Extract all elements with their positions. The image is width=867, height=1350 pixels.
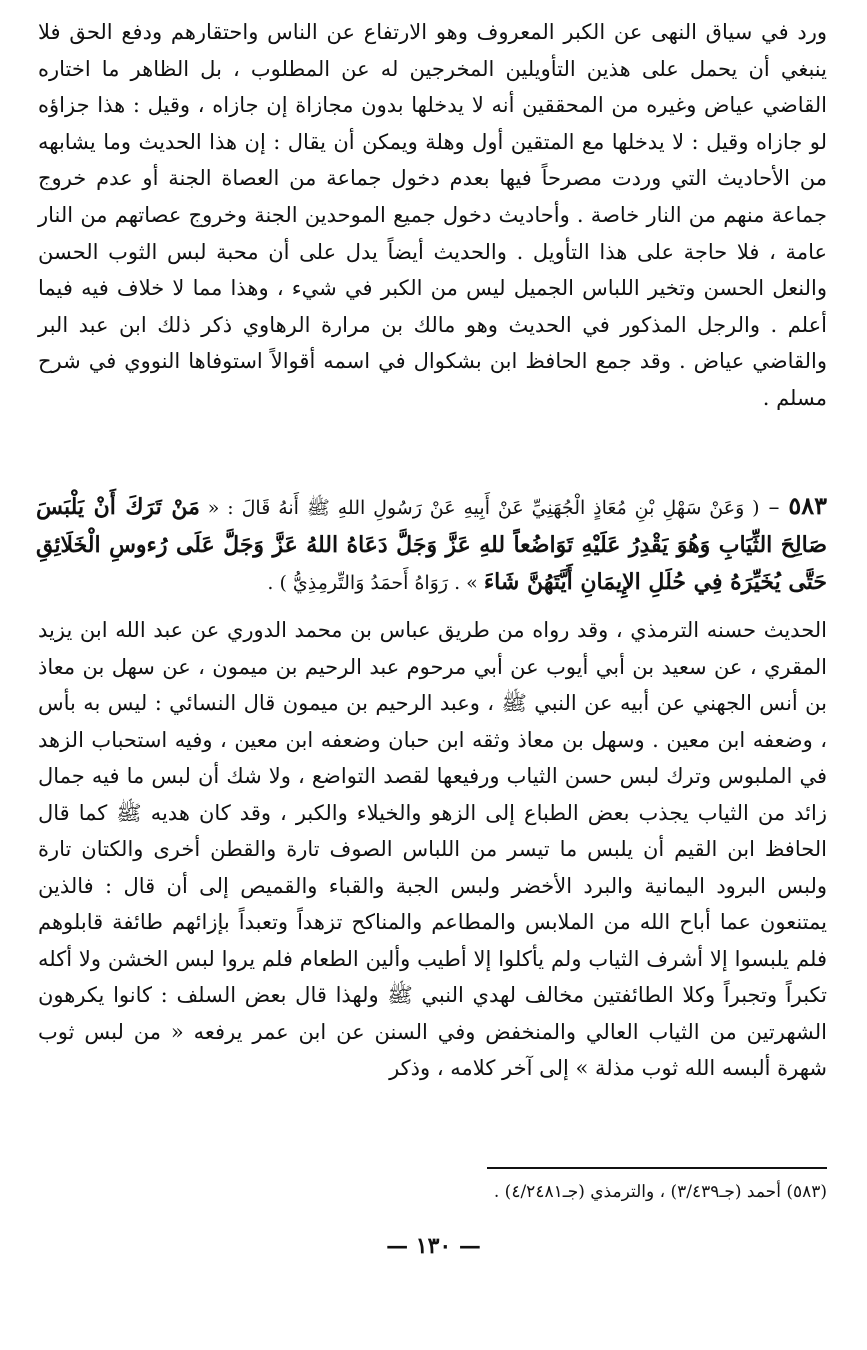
hadith-dash: – bbox=[759, 495, 789, 520]
page-number: — ١٣٠ — bbox=[386, 1233, 481, 1259]
footnote: (٥٨٣) أحمد (جـ٣/٤٣٩) ، والترمذي (جـ٤/٢٤٨١) . bbox=[493, 1182, 827, 1202]
hadith-number: ٥٨٣ bbox=[788, 491, 827, 520]
commentary-paragraph: الحديث حسنه الترمذي ، وقد رواه من طريق عباس بن محمد الدوري عن عبد الله ابن يزيد المقري ، عن سعيد بن أبي أيوب عن أبي مرحوم عبد الرحيم بن ميمون ، عن سهل بن معاذ بن أنس الجهني عن أبيه عن النبي ﷺ ، وعبد الرحيم بن ميمون قال النسائي : ليس به بأس ، وضعفه ابن معين . وسهل بن معاذ وثقه ابن حبان وضعفه ابن معين ، وفيه استحباب الزهد في الملبوس وترك لبس حسن الثياب ورفيعها لقصد التواضع ، ولا شك أن لبس ما فيه جمال زائد من الثياب يجذب بعض الطباع إلى الزهو والخيلاء والكبر ، وقد كان هديه ﷺ كما قال الحافظ ابن القيم أن يلبس ما تيسر من اللباس الصوف تارة والقطن أخرى والكتان تارة ولبس البرود اليمانية والبرد الأخضر ولبس الجبة والقباء والقميص إلى أن قال : فالذين يمتنعون عما أباح الله من الملابس والمطاعم والمناكح تزهداً وتعبداً بإزائهم طائفة قابلوهم فلم يلبسوا إلا أشرف الثياب ولم يأكلوا إلا أطيب وألين الطعام فلم يروا لبس الخشن ولا أكله تكبراً وتجبراً وكلا الطائفتين مخالف لهدي النبي ﷺ ولهذا قال بعض السلف : كانوا يكرهون الشهرتين من الثياب العالي والمنخفض وفي السنن عن ابن عمر يرفعه « من لبس ثوب شهرة ألبسه الله ثوب مذلة » إلى آخر كلامه ، وذكر bbox=[38, 618, 827, 1080]
hadith-opening: ( وَعَنْ سَهْلِ بْنِ مُعَاذٍ الْجُهَنِيِّ عَنْ أَبِيهِ عَنْ رَسُولِ اللهِ ﷺ أَنهُ قَالَ : « bbox=[199, 497, 760, 519]
hadith-paragraph bbox=[36, 487, 827, 602]
intro-paragraph: ورد في سياق النهى عن الكبر المعروف وهو الارتفاع عن الناس واحتقارهم ودفع الحق فلا ينبغي أن يحمل على هذين التأويلين المخرجين له عن المطلوب ، بل الظاهر ما اختاره القاضي عياض وغيره من المحققين أنه لا يدخلها بدون مجازاة إن جازاه ، وقيل : هذا جزاؤه لو جازاه وقيل : لا يدخلها مع المتقين أول وهلة ويمكن أن يقال : إن هذا الحديث وما يشابهه من الأحاديث التي وردت مصرحاً فيها بعدم دخول جماعة من العصاة الجنة أو عدم خروج جماعة منهم من النار خاصة . وأحاديث دخول جميع الموحدين الجنة وخروج عصاتهم من النار عامة ، فلا حاجة على هذا التأويل . والحديث أيضاً يدل على أن محبة لبس الثوب الحسن والنعل الحسن وتخير اللباس الجميل ليس من الكبر في شيء ، وهذا مما لا خلاف فيه فيما أعلم . والرجل المذكور في الحديث وهو مالك بن مرارة الرهاوي ذكر ذلك ابن عبد البر والقاضي عياض . وقد جمع الحافظ ابن بشكوال في اسمه أقوالاً استوفاها النووي في شرح مسلم . bbox=[38, 20, 827, 410]
hadith-text: مَنْ تَرَكَ أَنْ يَلْبَسَ صَالِحَ الثِّيَابِ وَهُوَ يَقْدِرُ عَلَيْهِ تَوَاضُعاً للهِ عَزَّ وَجَلَّ دَعَاهُ اللهُ عَزَّ وَجَلَّ عَلَى رُءوسِ الْخَلَائِقِ حَتَّى يُخَيِّرَهُ فِي حُلَلِ الإِيمَانِ أَيَّتَهُنَّ شَاءَ bbox=[36, 494, 827, 595]
footnote-divider bbox=[487, 1167, 827, 1169]
hadith-closing: » . رَوَاهُ أَحمَدُ وَالتِّرمِذِيُّ ) . bbox=[267, 572, 484, 594]
